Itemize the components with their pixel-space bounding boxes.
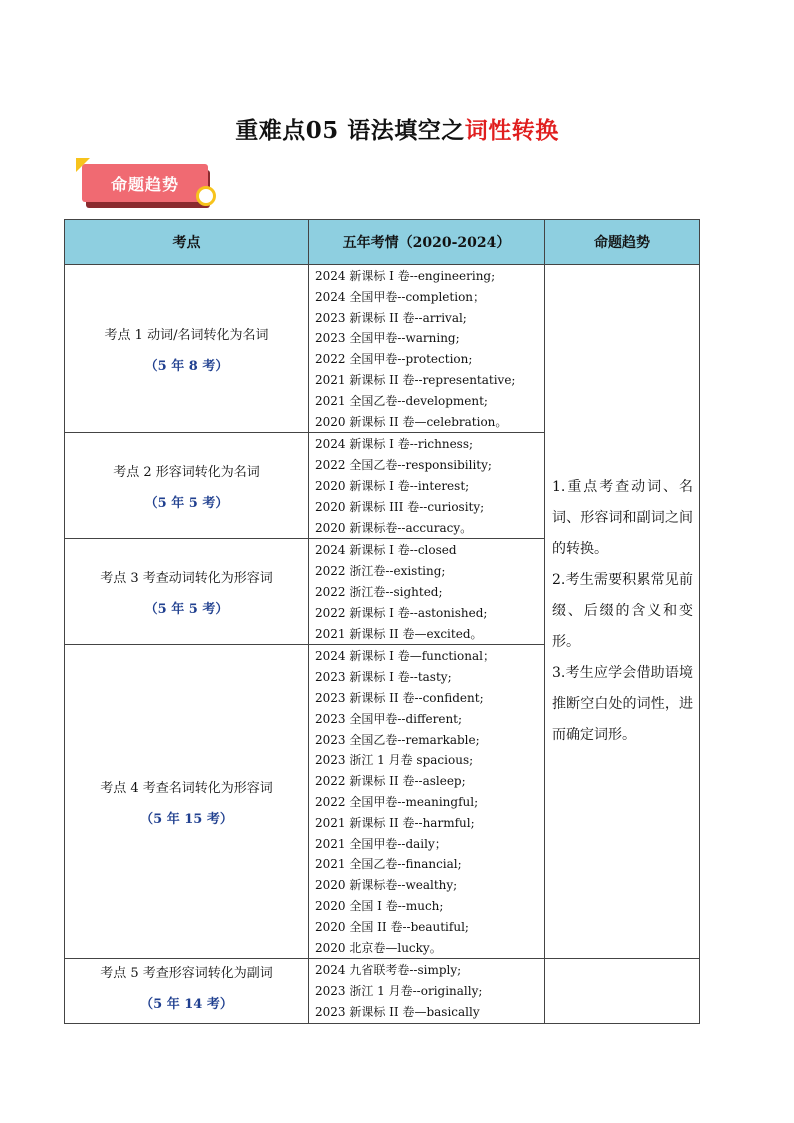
year-item: 2020 新课标 I 卷--interest;: [315, 478, 470, 493]
topic-count: （5 年 8 考）: [144, 358, 229, 374]
topic-cell: [65, 539, 309, 645]
table-row: [65, 959, 700, 1023]
year-item: 2023 新课标 II 卷—basically: [315, 1004, 480, 1019]
year-item: 2023 新课标 II 卷--arrival;: [315, 310, 467, 325]
year-item: 2024 新课标 I 卷--engineering;: [315, 269, 496, 283]
topic-cell: [65, 959, 309, 1023]
year-item: 2023 全国甲卷--different;: [315, 711, 463, 726]
topic-label: 考点 4 考查名词转化为形容词: [100, 780, 273, 796]
topic-label: 考点 5 考查形容词转化为副词: [100, 966, 273, 982]
years-cell: [309, 959, 545, 1023]
year-item: 2024 新课标 I 卷--richness;: [315, 437, 474, 452]
year-item: 2023 新课标 II 卷--confident;: [315, 690, 484, 705]
year-item: 2023 浙江 1 月卷--originally;: [315, 984, 483, 999]
trend-item: 1.重点考查动词、名词、形容词和副词之间的转换。: [552, 479, 693, 558]
year-item: 2021 全国乙卷--financial;: [315, 857, 462, 872]
year-item: 2022 新课标 II 卷--asleep;: [315, 774, 466, 789]
year-item: 2020 新课标卷--wealthy;: [315, 878, 458, 893]
year-item: 2020 全国 I 卷--much;: [315, 898, 444, 913]
trend-item: 2.考生需要积累常见前缀、后缀的含义和变形。: [552, 572, 693, 651]
header-topic: 考点: [65, 220, 309, 265]
exam-table: [64, 219, 700, 1024]
topic-cell: [65, 645, 309, 959]
topic-count: （5 年 5 考）: [144, 495, 229, 511]
years-cell: [309, 433, 545, 539]
topic-label: 考点 2 形容词转化为名词: [113, 464, 260, 480]
trend-cell: [545, 265, 700, 959]
year-item: 2024 九省联考卷--simply;: [315, 963, 462, 978]
year-item: 2024 新课标 I 卷—functional；: [315, 649, 495, 664]
year-item: 2023 浙江 1 月卷 spacious;: [315, 753, 474, 768]
topic-cell: [65, 265, 309, 433]
year-item: 2023 新课标 I 卷--tasty;: [315, 670, 452, 685]
year-item: 2023 全国乙卷--remarkable;: [315, 732, 480, 747]
topic-count: （5 年 14 考）: [140, 997, 233, 1013]
topic-label: 考点 3 考查动词转化为形容词: [100, 570, 273, 586]
year-item: 2021 新课标 II 卷—excited。: [315, 626, 483, 641]
topic-cell: [65, 433, 309, 539]
topic-label: 考点 1 动词/名词转化为名词: [104, 327, 269, 343]
year-item: 2024 新课标 I 卷--closed: [315, 543, 457, 558]
table-row: [65, 265, 700, 433]
page-title: [0, 112, 794, 145]
title-main: 重难点05 语法填空之: [235, 117, 465, 144]
years-cell: [309, 645, 545, 959]
badge-ring-icon: [196, 186, 216, 206]
year-item: 2022 浙江卷--existing;: [315, 564, 446, 579]
badge-label: 命题趋势: [82, 164, 208, 202]
table-header-row: [65, 220, 700, 265]
year-item: 2022 全国甲卷--meaningful;: [315, 794, 479, 809]
year-item: 2021 新课标 II 卷--harmful;: [315, 815, 475, 830]
header-years: 五年考情（2020-2024）: [309, 220, 545, 265]
year-item: 2020 新课标 III 卷--curiosity;: [315, 499, 485, 514]
section-badge: [82, 164, 214, 208]
topic-count: （5 年 15 考）: [140, 811, 233, 827]
year-item: 2022 全国乙卷--responsibility;: [315, 458, 492, 473]
year-item: 2023 全国甲卷--warning;: [315, 331, 460, 346]
title-highlight: 词性转换: [464, 117, 559, 144]
years-cell: [309, 265, 545, 433]
trend-item: 3.考生应学会借助语境推断空白处的词性，进而确定词形。: [552, 665, 693, 744]
year-item: 2020 全国 II 卷--beautiful;: [315, 919, 469, 934]
badge-corner-icon: [76, 158, 90, 172]
year-item: 2022 浙江卷--sighted;: [315, 584, 443, 599]
year-item: 2021 全国甲卷--daily；: [315, 836, 447, 851]
year-item: 2024 全国甲卷--completion；: [315, 289, 486, 304]
header-trend: 命题趋势: [545, 220, 700, 265]
year-item: 2021 全国乙卷--development;: [315, 393, 488, 408]
year-item: 2020 新课标卷--accuracy。: [315, 520, 473, 535]
year-item: 2022 新课标 I 卷--astonished;: [315, 605, 488, 620]
empty-trend-cell: [545, 959, 700, 1023]
topic-count: （5 年 5 考）: [144, 601, 229, 617]
year-item: 2020 北京卷—lucky。: [315, 940, 442, 955]
year-item: 2022 全国甲卷--protection;: [315, 352, 473, 367]
year-item: 2021 新课标 II 卷--representative;: [315, 372, 516, 387]
years-cell: [309, 539, 545, 645]
year-item: 2020 新课标 II 卷—celebration。: [315, 414, 508, 429]
